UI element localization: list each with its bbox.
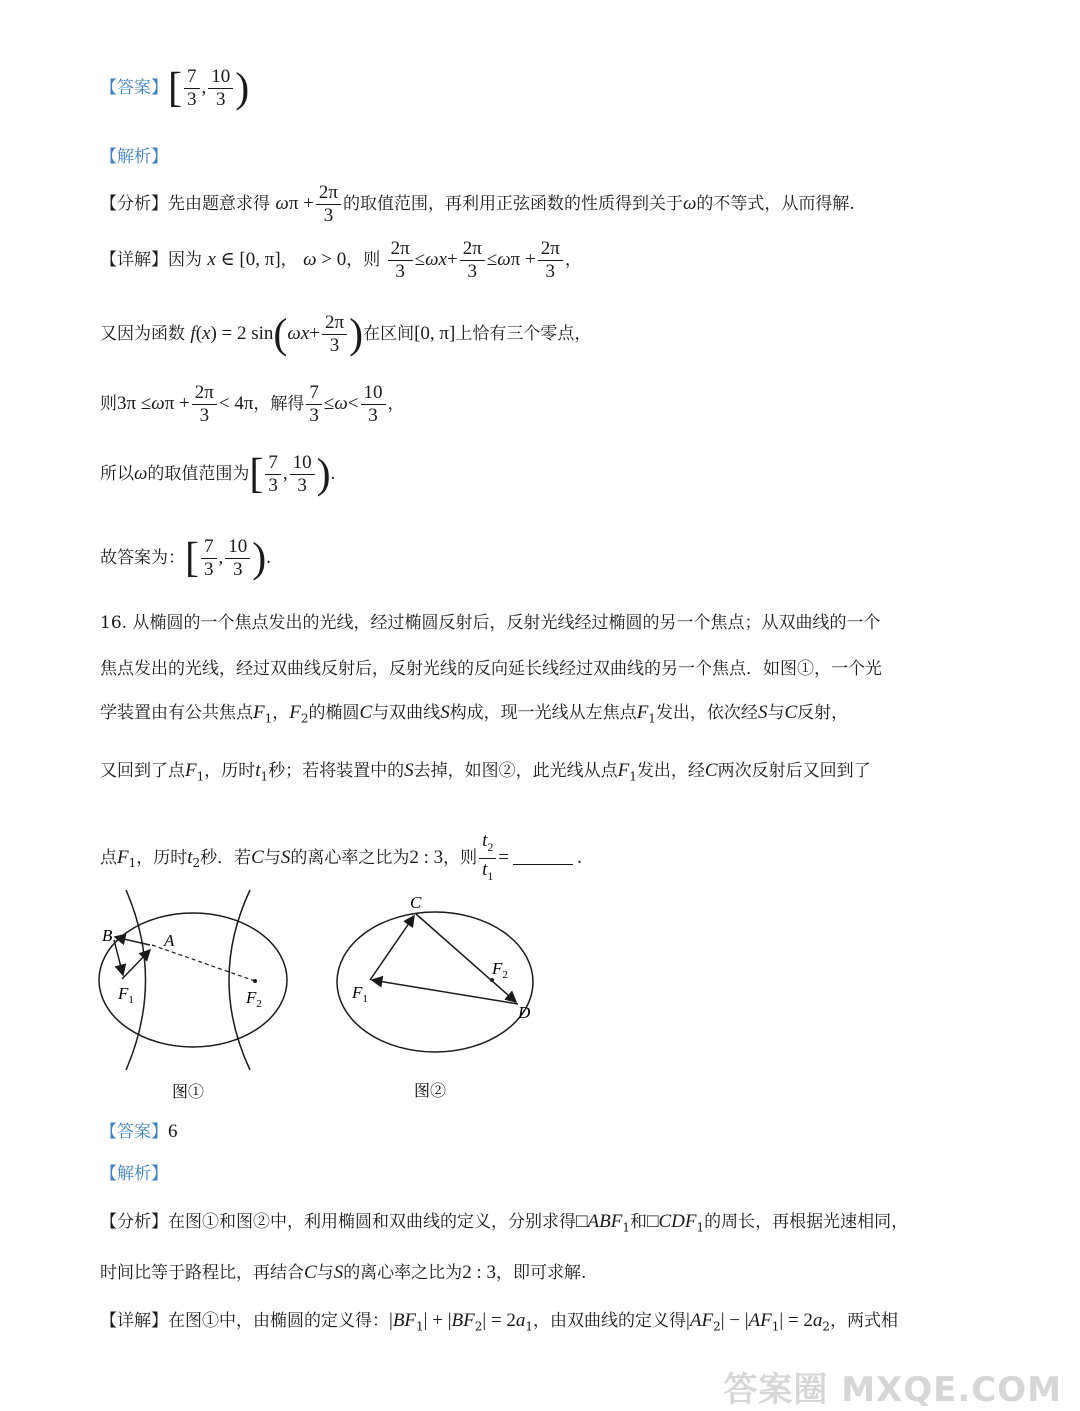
fenxi-tag: 【分析】 <box>100 194 168 214</box>
answer-blank <box>513 864 573 865</box>
q15-answer-line: 【答案】[ $\frac{7}{3}$ , $\frac{10}{3}$ ) <box>100 65 250 112</box>
q15-line5: 故答案为：[ $\frac{7}{3}$ , $\frac{10}{3}$ ). <box>100 535 271 582</box>
figure-1-caption: 图① <box>172 1082 205 1101</box>
q16-analysis-tag-line <box>100 1163 168 1185</box>
q16-line2: 焦点发出的光线，经过双曲线反射后，反射光线的反向延长线经过双曲线的另一个焦点．如图①，一个光 <box>100 659 882 679</box>
answer-tag: 【答案】 <box>100 78 168 98</box>
svg-text:D: D <box>518 1003 531 1022</box>
svg-text:A: A <box>164 931 175 950</box>
svg-text:F1: $F_1$ <box>352 983 368 1005</box>
analysis-tag: 【解析】 <box>100 147 168 167</box>
analysis-tag: 【解析】 <box>100 1164 168 1184</box>
q15-analysis-tag-line <box>100 146 168 168</box>
dashed-line <box>152 945 255 981</box>
svg-text:B: B <box>102 926 113 945</box>
svg-text:F2: $F_2$ <box>246 988 262 1010</box>
figure-2-caption: 图② <box>414 1081 447 1100</box>
fraction: $\frac{7}{3}$ <box>184 66 200 111</box>
figure-2 <box>330 890 550 1105</box>
q16-fenxi-line: 【分析】在图①和图②中，利用椭圆和双曲线的定义，分别求得$□ABF_1$和$□CDF_1$的周长，再根据光速相同， <box>100 1211 909 1235</box>
hyperbola-left-branch <box>126 890 146 1070</box>
q15-line2: 又因为函数 f(x) = 2 sin(ωx+ $\frac{2\pi}{3}$ )在区间[0, π]上恰有三个零点， <box>100 311 592 358</box>
q16-fenxi-line2: 时间比等于路程比，再结合C与S的离心率之比为2 : 3，即可求解. <box>100 1262 587 1283</box>
q16-line1: 16. 从椭圆的一个焦点发出的光线，经过椭圆反射后，反射光线经过椭圆的另一个焦点；从双曲线的一个 <box>100 613 881 633</box>
q16-detail-line: 【详解】在图①中，由椭圆的定义得：$|BF_1| + |BF_2| = 2a_1$，由双曲线的定义得$|AF_2| - |AF_1| = 2a_2$，两式相 <box>100 1310 899 1334</box>
q16-answer-line: 【答案】6 <box>100 1121 178 1142</box>
svg-text:F1: $F_1$ <box>118 984 134 1006</box>
answer-tag: 【答案】 <box>100 1122 168 1142</box>
q15-detail-line: 【详解】因为 x ∈ [0, π]， ω > 0，则 $\frac{2\pi}{3}$ ≤ωx+ $\frac{2\pi}{3}$ ≤ωπ + $\frac{2\pi}{3}$ ， <box>100 238 582 282</box>
watermark: 答案圈 MXQE.COM <box>723 1370 1062 1410</box>
ellipse-c <box>99 913 287 1047</box>
q16-line4: 又回到了点$F_1$，历时$t_1$秒；若将装置中的S去掉，如图②，此光线从点$F_1$发出，经C两次反射后又回到了 <box>100 760 871 784</box>
hyperbola-right-branch <box>229 890 250 1070</box>
q15-fenxi-line: 【分析】先由题意求得 ωπ + $\frac{2\pi}{3}$ 的取值范围，再利用正弦函数的性质得到关于ω的不等式，从而得解. <box>100 182 855 226</box>
q16-line5: 点$F_1$，历时$t_2$秒．若C与S的离心率之比为2 : 3，则 $\frac{t_2}{t_1}$ = . <box>100 830 582 883</box>
svg-text:F2: $F_2$ <box>492 959 508 981</box>
fraction: $\frac{10}{3}$ <box>208 66 233 111</box>
figure-1 <box>90 885 300 1105</box>
ellipse-c <box>337 912 533 1052</box>
svg-text:C: C <box>410 893 422 912</box>
q16-line3: 学装置由有公共焦点$F_1$，$F_2$的椭圆C与双曲线S构成，现一光线从左焦点$F_1$发出，依次经S与C反射， <box>100 702 849 726</box>
detail-tag: 【详解】 <box>100 250 168 270</box>
q15-line4: 所以ω的取值范围为[ $\frac{7}{3}$ , $\frac{10}{3}$ ). <box>100 451 336 498</box>
q15-line3: 则3π ≤ωπ + $\frac{2\pi}{3}$ < 4π，解得 $\frac{7}{3}$ ≤ω< $\frac{10}{3}$ ， <box>100 382 405 426</box>
